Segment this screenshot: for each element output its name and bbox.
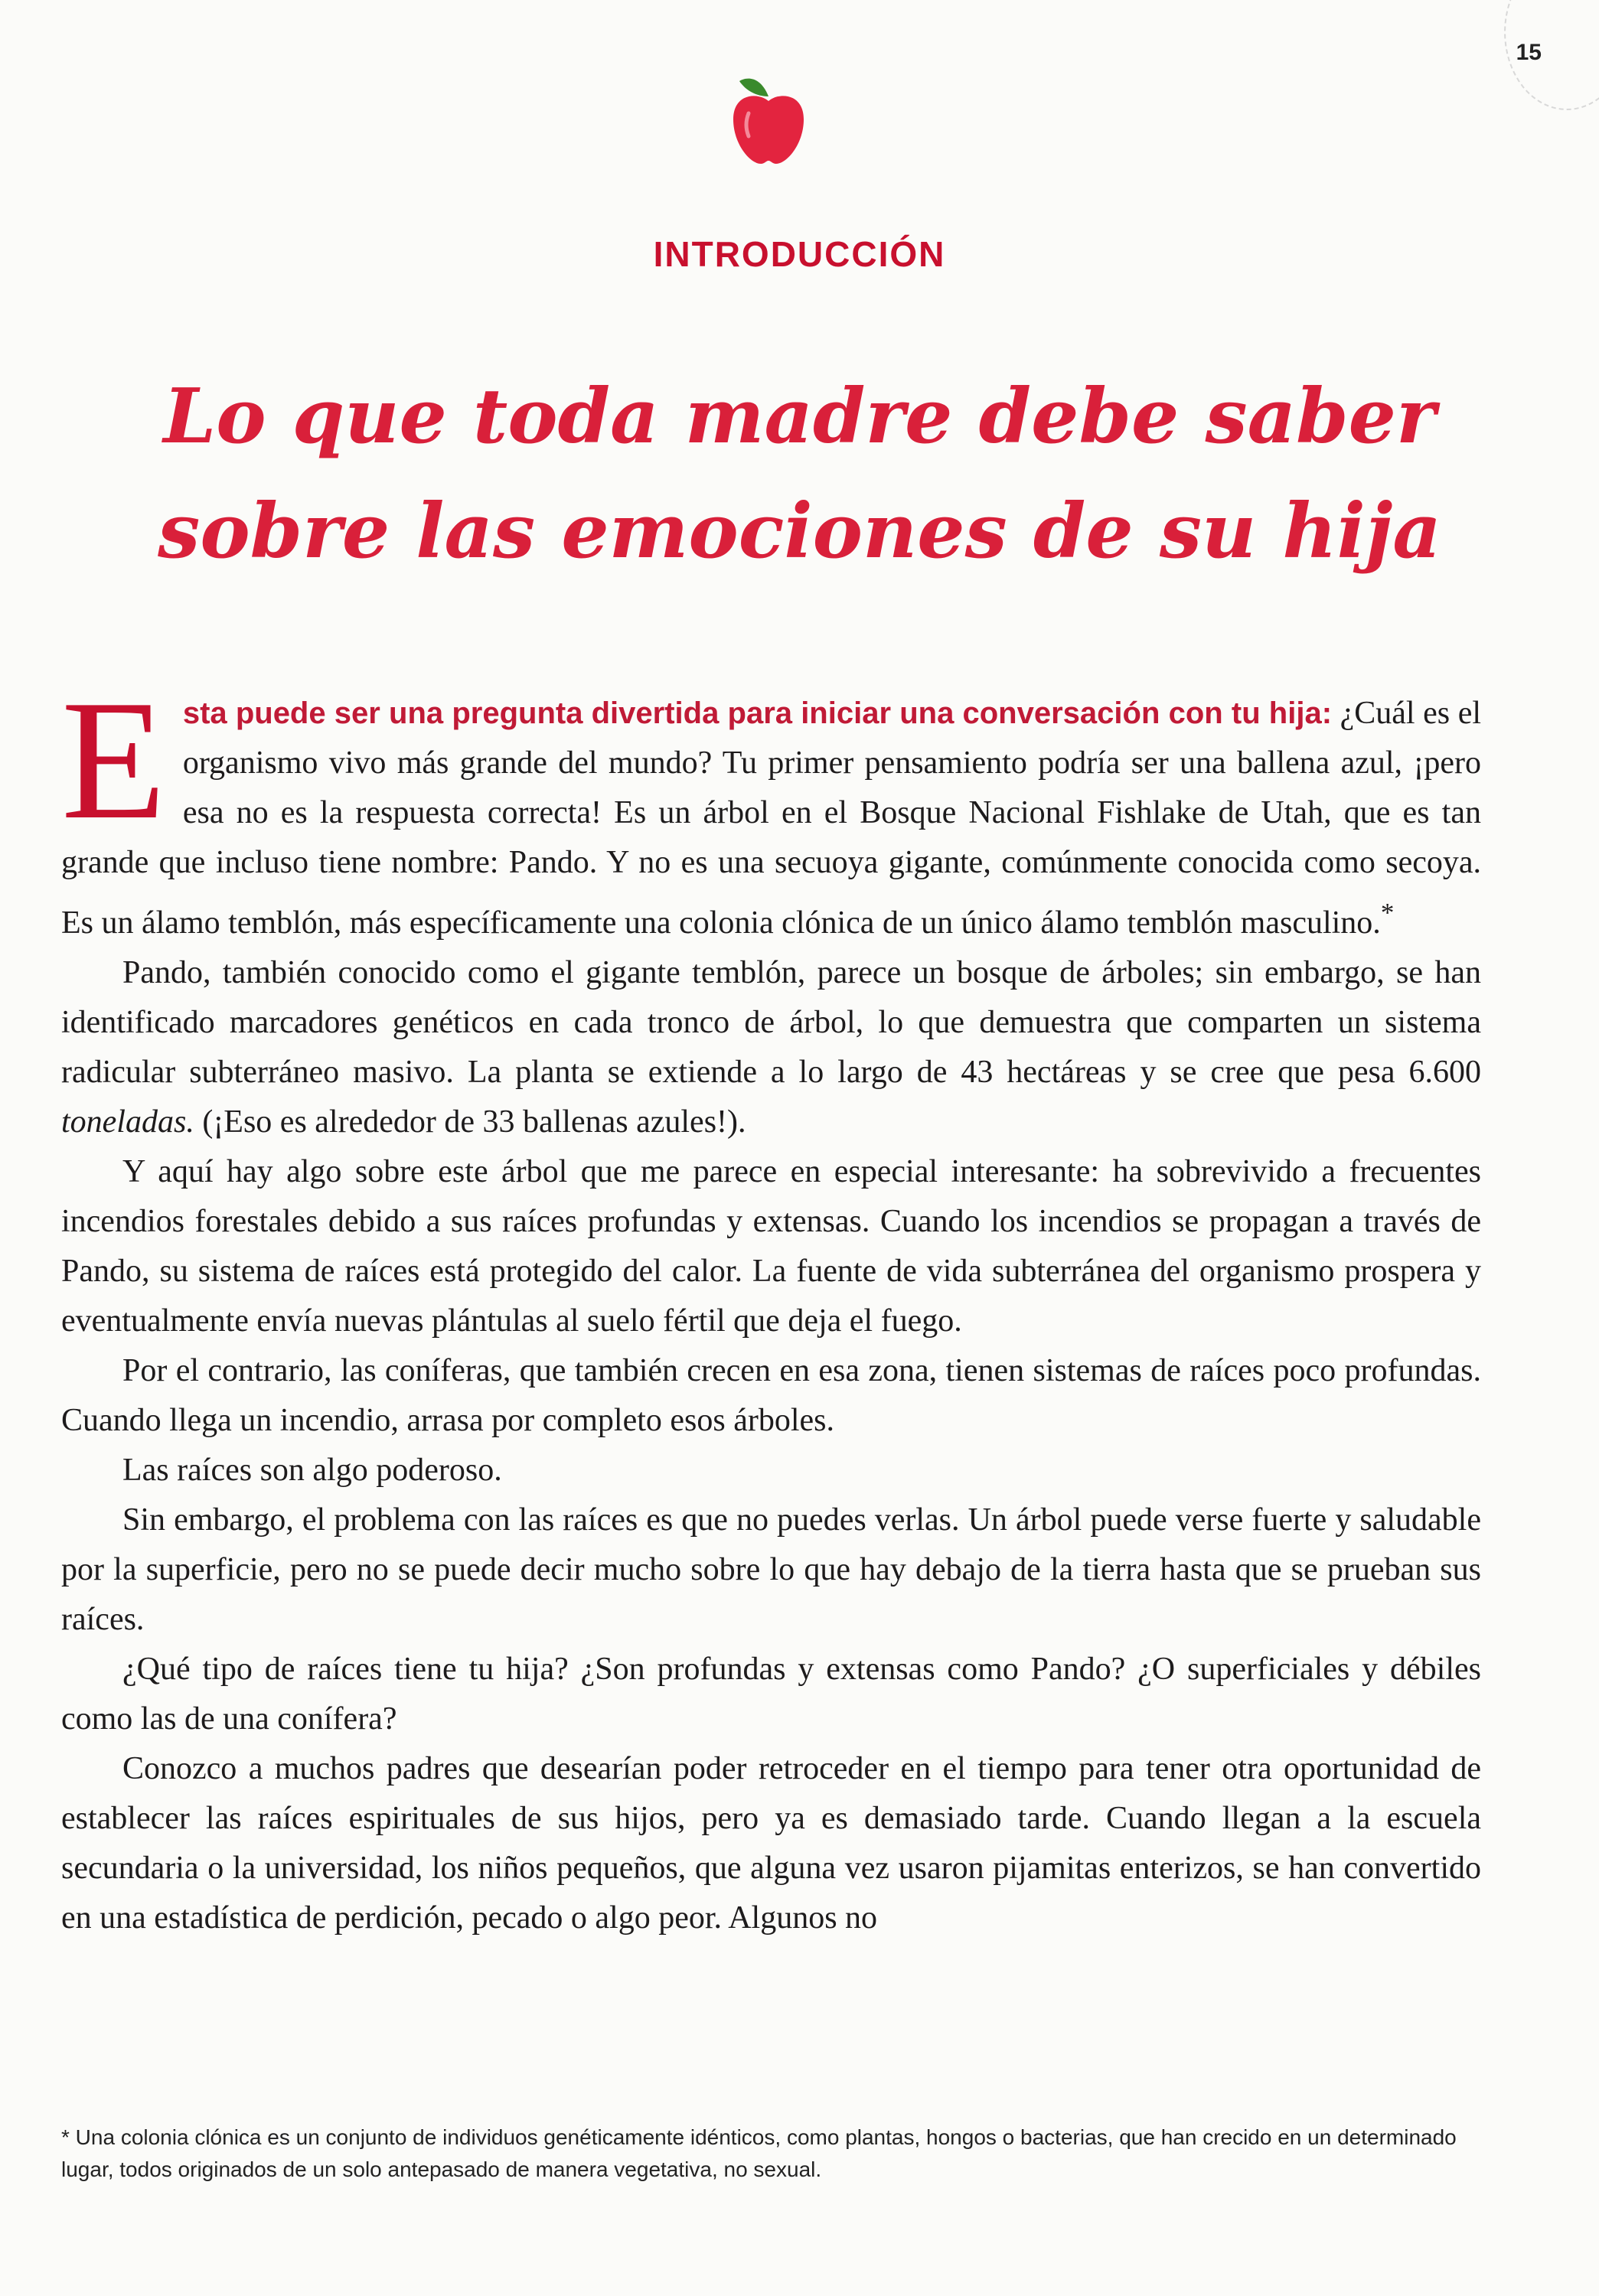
paragraph-1 — [61, 665, 1482, 948]
section-label: INTRODUCCIÓN — [653, 234, 946, 274]
title-line-2: sobre las emociones de su hija — [158, 488, 1441, 576]
paragraph-5: Las raíces son algo poderoso. — [122, 1453, 502, 1488]
emphasis-text: toneladas. — [61, 1104, 194, 1140]
paragraph-1-text: ¿Cuál es el organismo vivo más grande del mundo? Tu primer pensamiento podría ser una ballena azul, ¡pero esa no es la respuesta correcta! Es un árbol en el Bosque Nacional Fishlake de Utah, que es tan grande que incluso tiene nombre: Pando. Y no es una secuoya gigante, comúnmente conocida como secoya. Es un álamo temblón, más específicamente una colonia clónica de un único álamo temblón masculino. — [61, 696, 1482, 941]
footnote-marker: * — [1380, 898, 1395, 928]
paragraph-2 — [61, 948, 1481, 1147]
lead-in: sta puede ser una pregunta divertida para iniciar una conversación con tu hija: — [182, 696, 1333, 730]
paragraph-7: ¿Qué tipo de raíces tiene tu hija? ¿Son profundas y extensas como Pando? ¿O superficiales y débiles como las de una conífera? — [61, 1652, 1481, 1737]
paragraph-4: Por el contrario, las coníferas, que también crecen en esa zona, tienen sistemas de raíces poco profundas. Cuando llega un incendio, arrasa por completo esos árboles. — [61, 1353, 1481, 1438]
title-line-1: Lo que toda madre debe saber — [163, 373, 1436, 461]
paragraph-8: Conozco a muchos padres que desearían poder retroceder en el tiempo para tener otra oportunidad de establecer las raíces espirituales de sus hijos, pero ya es demasiado tarde. Cuando llegan a la escuela secundaria o la universidad, los niños pequeños, que alguna vez usaron pijamitas enterizos, se han convertido en una estadística de perdición, pecado o algo peor. Algunos no — [61, 1751, 1481, 1936]
apple-icon — [729, 70, 808, 170]
chapter-title — [0, 360, 1599, 589]
body-text — [61, 665, 1482, 1943]
paragraph-2-text: Pando, también conocido como el gigante temblón, parece un bosque de árboles; sin embargo, se han identificado marcadores genéticos en cada tronco de árbol, lo que demuestra que comparten un sistema radicular subterráneo masivo. La planta se extiende a lo largo de 43 hectáreas y se cree que pesa 6.600 — [61, 955, 1481, 1090]
paragraph-3: Y aquí hay algo sobre este árbol que me parece en especial interesante: ha sobrevivido a frecuentes incendios forestales debido a sus raíces profundas y extensas. Cuando los incendios se propagan a través de Pando, su sistema de raíces está protegido del calor. La fuente de vida subterránea del organismo prospera y eventualmente envía nuevas plántulas al suelo fértil que deja el fuego. — [61, 1154, 1481, 1339]
page-number: 15 — [1516, 40, 1542, 65]
drop-cap: E — [61, 665, 166, 855]
paragraph-6: Sin embargo, el problema con las raíces es que no puedes verlas. Un árbol puede verse fuerte y saludable por la superficie, pero no se puede decir mucho sobre lo que hay debajo de la tierra hasta que se prueban sus raíces. — [61, 1502, 1481, 1637]
footnote: * Una colonia clónica es un conjunto de individuos genéticamente idénticos, como plantas, hongos o bacterias, que han crecido en un determinado lugar, todos originados de un solo antepasado de manera vegetativa, no sexual. — [61, 2125, 1457, 2181]
paragraph-2-end: (¡Eso es alrededor de 33 ballenas azules!). — [194, 1104, 746, 1140]
